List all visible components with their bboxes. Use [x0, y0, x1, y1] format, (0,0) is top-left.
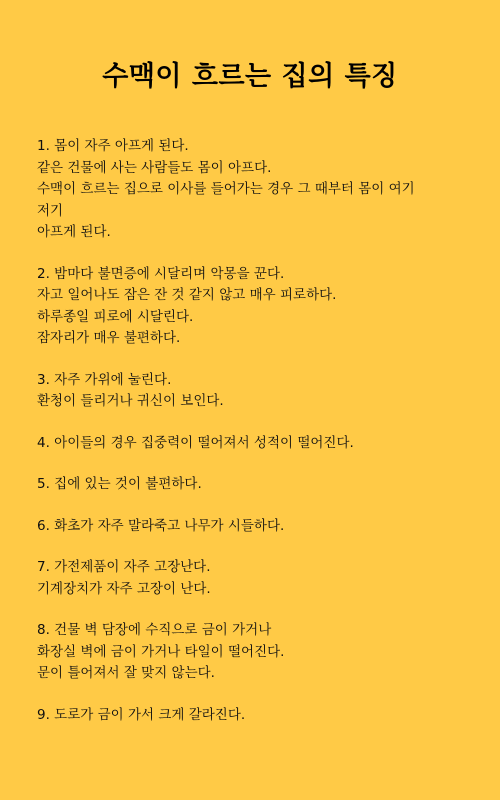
- list-item: [37, 705, 467, 727]
- list-item: [37, 136, 467, 244]
- item-text-line: 아프게 된다.: [37, 224, 111, 240]
- list-item: [37, 557, 467, 600]
- item-text-line: 화장실 벽에 금이 가거나 타일이 떨어진다.: [37, 643, 285, 660]
- symptom-list: [37, 136, 467, 746]
- item-text-line: 하루종일 피로에 시달린다.: [37, 308, 194, 325]
- list-item: [37, 620, 467, 685]
- list-item: [37, 370, 467, 413]
- list-item: [37, 516, 467, 538]
- item-text-line: 저기: [37, 202, 64, 219]
- item-text-line: 6. 화초가 자주 말라죽고 나무가 시들하다.: [37, 517, 285, 534]
- item-text-line: 기계장치가 자주 고장이 난다.: [37, 580, 211, 597]
- item-text-line: 9. 도로가 금이 가서 크게 갈라진다.: [37, 706, 246, 723]
- item-text-line: 2. 밤마다 불면증에 시달리며 악몽을 꾼다.: [37, 265, 285, 282]
- item-text-line: 1. 몸이 자주 아프게 된다.: [37, 138, 189, 154]
- list-item: [37, 474, 467, 496]
- item-text-line: 환청이 들리거나 귀신이 보인다.: [37, 393, 224, 409]
- item-text-line: 같은 건물에 사는 사람들도 몸이 아프다.: [37, 159, 272, 176]
- item-text-line: 잠자리가 매우 불편하다.: [37, 330, 181, 346]
- item-text-line: 7. 가전제품이 자주 고장난다.: [37, 559, 211, 575]
- item-text-line: 수맥이 흐르는 집으로 이사를 들어가는 경우 그 때부터 몸이 여기: [37, 181, 415, 197]
- item-text-line: 8. 건물 벽 담장에 수직으로 금이 가거나: [37, 622, 272, 638]
- item-text-line: 5. 집에 있는 것이 불편하다.: [37, 476, 202, 492]
- item-text-line: 문이 틀어져서 잘 맞지 않는다.: [37, 665, 215, 681]
- list-item: [37, 433, 467, 455]
- list-item: [37, 264, 467, 350]
- item-text-line: 4. 아이들의 경우 집중력이 떨어져서 성적이 떨어진다.: [37, 434, 354, 451]
- item-text-line: 3. 자주 가위에 눌린다.: [37, 371, 172, 388]
- page-title: 수맥이 흐르는 집의 특징: [102, 61, 398, 92]
- item-text-line: 자고 일어나도 잠은 잔 것 같지 않고 매우 피로하다.: [37, 287, 337, 303]
